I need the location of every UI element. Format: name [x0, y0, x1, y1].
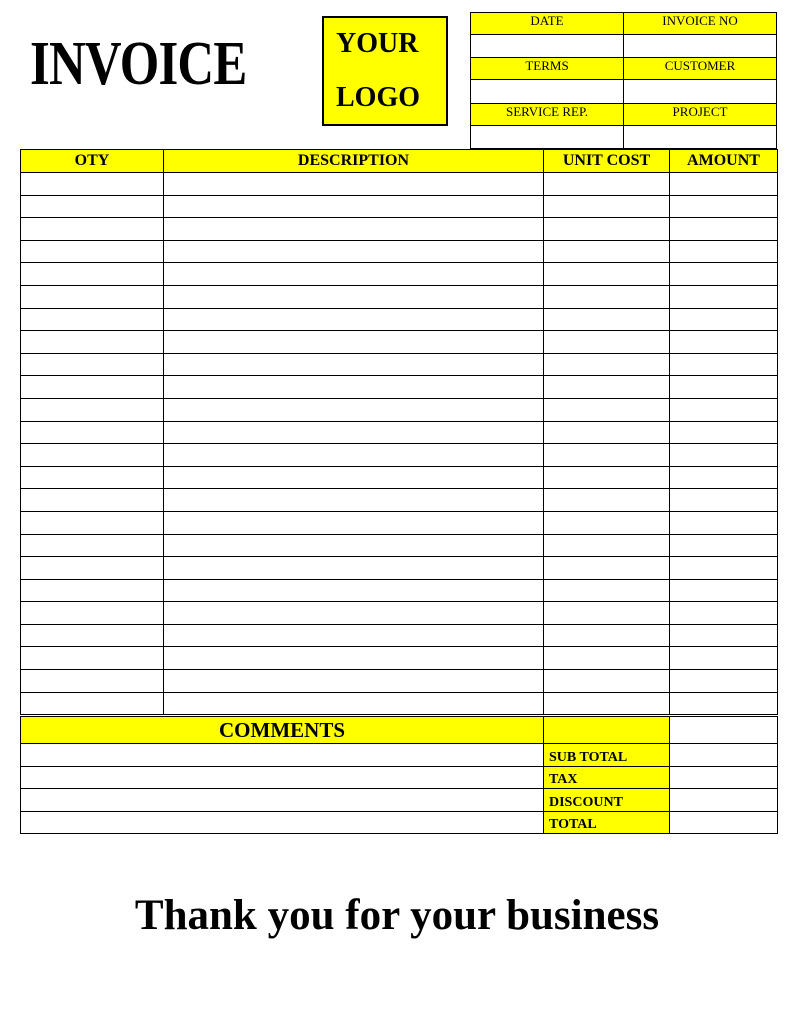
- amount-cell[interactable]: [670, 421, 778, 444]
- description-cell[interactable]: [164, 647, 544, 670]
- table-row: [21, 285, 778, 308]
- qty-cell[interactable]: [21, 647, 164, 670]
- comments-line[interactable]: [21, 811, 544, 834]
- description-cell[interactable]: [164, 308, 544, 331]
- description-cell[interactable]: [164, 421, 544, 444]
- unit-cost-cell[interactable]: [544, 511, 670, 534]
- description-cell[interactable]: [164, 376, 544, 399]
- table-row: [21, 511, 778, 534]
- table-row: [21, 398, 778, 421]
- project-label: PROJECT: [624, 103, 777, 125]
- qty-cell[interactable]: [21, 692, 164, 715]
- qty-cell[interactable]: [21, 218, 164, 241]
- qty-cell[interactable]: [21, 195, 164, 218]
- table-row: [21, 218, 778, 241]
- description-cell[interactable]: [164, 285, 544, 308]
- unit-cost-cell[interactable]: [544, 308, 670, 331]
- description-cell[interactable]: [164, 195, 544, 218]
- unit-cost-cell[interactable]: [544, 466, 670, 489]
- subtotal-value[interactable]: [670, 744, 778, 767]
- table-row: [21, 647, 778, 670]
- date-field[interactable]: [471, 35, 624, 58]
- customer-field[interactable]: [624, 80, 777, 103]
- amount-cell[interactable]: [670, 444, 778, 467]
- invoice-meta-table: [470, 12, 777, 149]
- comments-line[interactable]: [21, 766, 544, 789]
- unit-cost-cell[interactable]: [544, 285, 670, 308]
- description-cell[interactable]: [164, 398, 544, 421]
- qty-cell[interactable]: [21, 444, 164, 467]
- unit-cost-cell[interactable]: [544, 579, 670, 602]
- amount-cell[interactable]: [670, 353, 778, 376]
- table-row: [21, 557, 778, 580]
- table-row: [21, 195, 778, 218]
- thank-you-message: Thank you for your business: [134, 892, 660, 939]
- comments-line[interactable]: [21, 789, 544, 812]
- table-row: [21, 692, 778, 715]
- qty-cell[interactable]: [21, 624, 164, 647]
- qty-cell[interactable]: [21, 263, 164, 286]
- qty-cell[interactable]: [21, 534, 164, 557]
- qty-cell[interactable]: [21, 670, 164, 693]
- table-row: [21, 308, 778, 331]
- invoice-title: INVOICE: [30, 30, 247, 98]
- amount-cell[interactable]: [670, 511, 778, 534]
- service-rep-field[interactable]: [471, 125, 624, 148]
- qty-cell[interactable]: [21, 466, 164, 489]
- amount-cell[interactable]: [670, 398, 778, 421]
- line-items-table: [20, 149, 778, 715]
- table-row: [21, 353, 778, 376]
- terms-field[interactable]: [471, 80, 624, 103]
- description-cell[interactable]: [164, 240, 544, 263]
- amount-cell[interactable]: [670, 602, 778, 625]
- description-cell[interactable]: [164, 579, 544, 602]
- unit-cost-cell[interactable]: [544, 444, 670, 467]
- amount-cell[interactable]: [670, 173, 778, 196]
- unit-cost-cell[interactable]: [544, 602, 670, 625]
- unit-cost-cell[interactable]: [544, 331, 670, 354]
- unit-cost-cell[interactable]: [544, 218, 670, 241]
- unit-cost-cell[interactable]: [544, 353, 670, 376]
- amount-cell[interactable]: [670, 218, 778, 241]
- qty-cell[interactable]: [21, 579, 164, 602]
- table-row: [21, 421, 778, 444]
- amount-cell[interactable]: [670, 263, 778, 286]
- qty-cell[interactable]: [21, 398, 164, 421]
- comments-header: COMMENTS: [21, 717, 544, 744]
- unit-cost-cell[interactable]: [544, 173, 670, 196]
- table-row: [21, 466, 778, 489]
- amount-cell[interactable]: [670, 670, 778, 693]
- unit-cost-cell[interactable]: [544, 376, 670, 399]
- discount-value[interactable]: [670, 789, 778, 812]
- summary-header-blank: [670, 717, 778, 744]
- amount-cell[interactable]: [670, 195, 778, 218]
- table-row: [21, 263, 778, 286]
- unit-cost-cell[interactable]: [544, 534, 670, 557]
- qty-cell[interactable]: [21, 511, 164, 534]
- description-cell[interactable]: [164, 557, 544, 580]
- amount-cell[interactable]: [670, 466, 778, 489]
- qty-cell[interactable]: [21, 331, 164, 354]
- terms-label: TERMS: [471, 58, 624, 80]
- amount-cell[interactable]: [670, 647, 778, 670]
- table-row: [21, 489, 778, 512]
- description-cell[interactable]: [164, 670, 544, 693]
- logo-placeholder: [322, 16, 448, 126]
- description-cell[interactable]: [164, 489, 544, 512]
- qty-cell[interactable]: [21, 376, 164, 399]
- subtotal-label: SUB TOTAL: [544, 744, 670, 767]
- date-label: DATE: [471, 13, 624, 35]
- qty-cell[interactable]: [21, 602, 164, 625]
- logo-line-2: LOGO: [336, 82, 421, 113]
- tax-label: TAX: [544, 766, 670, 789]
- description-cell[interactable]: [164, 534, 544, 557]
- unit-cost-cell[interactable]: [544, 240, 670, 263]
- table-row: [21, 534, 778, 557]
- logo-line-1: YOUR: [336, 28, 419, 59]
- table-row: [21, 240, 778, 263]
- table-row: [21, 579, 778, 602]
- unit-cost-cell[interactable]: [544, 421, 670, 444]
- amount-cell[interactable]: [670, 240, 778, 263]
- unit-cost-cell[interactable]: [544, 624, 670, 647]
- qty-cell[interactable]: [21, 421, 164, 444]
- description-cell[interactable]: [164, 602, 544, 625]
- comments-line[interactable]: [21, 744, 544, 767]
- description-cell[interactable]: [164, 692, 544, 715]
- table-row: [21, 444, 778, 467]
- service-rep-label: SERVICE REP.: [471, 103, 624, 125]
- qty-cell[interactable]: [21, 353, 164, 376]
- amount-cell[interactable]: [670, 308, 778, 331]
- invoice-no-field[interactable]: [624, 35, 777, 58]
- amount-cell[interactable]: [670, 579, 778, 602]
- table-row: [21, 173, 778, 196]
- description-cell[interactable]: [164, 263, 544, 286]
- description-cell[interactable]: [164, 218, 544, 241]
- amount-column-header: AMOUNT: [670, 150, 778, 173]
- qty-cell[interactable]: [21, 240, 164, 263]
- table-row: [21, 624, 778, 647]
- description-cell[interactable]: [164, 444, 544, 467]
- amount-cell[interactable]: [670, 557, 778, 580]
- project-field[interactable]: [624, 125, 777, 148]
- qty-cell[interactable]: [21, 285, 164, 308]
- unit-cost-cell[interactable]: [544, 489, 670, 512]
- qty-cell[interactable]: [21, 557, 164, 580]
- customer-label: CUSTOMER: [624, 58, 777, 80]
- total-label: TOTAL: [544, 811, 670, 834]
- description-cell[interactable]: [164, 511, 544, 534]
- unit-cost-cell[interactable]: [544, 263, 670, 286]
- amount-cell[interactable]: [670, 285, 778, 308]
- unit-cost-cell[interactable]: [544, 557, 670, 580]
- amount-cell[interactable]: [670, 331, 778, 354]
- unit-cost-cell[interactable]: [544, 647, 670, 670]
- description-cell[interactable]: [164, 331, 544, 354]
- discount-label: DISCOUNT: [544, 789, 670, 812]
- qty-column-header: OTY: [21, 150, 164, 173]
- unit-cost-column-header: UNIT COST: [544, 150, 670, 173]
- table-row: [21, 376, 778, 399]
- unit-cost-cell[interactable]: [544, 195, 670, 218]
- qty-cell[interactable]: [21, 489, 164, 512]
- table-row: [21, 331, 778, 354]
- summary-header-spacer: [544, 717, 670, 744]
- description-cell[interactable]: [164, 466, 544, 489]
- amount-cell[interactable]: [670, 624, 778, 647]
- table-row: [21, 602, 778, 625]
- amount-cell[interactable]: [670, 376, 778, 399]
- description-column-header: DESCRIPTION: [164, 150, 544, 173]
- tax-value[interactable]: [670, 766, 778, 789]
- description-cell[interactable]: [164, 624, 544, 647]
- unit-cost-cell[interactable]: [544, 670, 670, 693]
- table-row: [21, 670, 778, 693]
- unit-cost-cell[interactable]: [544, 398, 670, 421]
- description-cell[interactable]: [164, 353, 544, 376]
- description-cell[interactable]: [164, 173, 544, 196]
- amount-cell[interactable]: [670, 692, 778, 715]
- amount-cell[interactable]: [670, 534, 778, 557]
- amount-cell[interactable]: [670, 489, 778, 512]
- qty-cell[interactable]: [21, 173, 164, 196]
- total-value[interactable]: [670, 811, 778, 834]
- unit-cost-cell[interactable]: [544, 692, 670, 715]
- line-items-body: [21, 173, 778, 715]
- qty-cell[interactable]: [21, 308, 164, 331]
- summary-table: [20, 716, 778, 834]
- invoice-no-label: INVOICE NO: [624, 13, 777, 35]
